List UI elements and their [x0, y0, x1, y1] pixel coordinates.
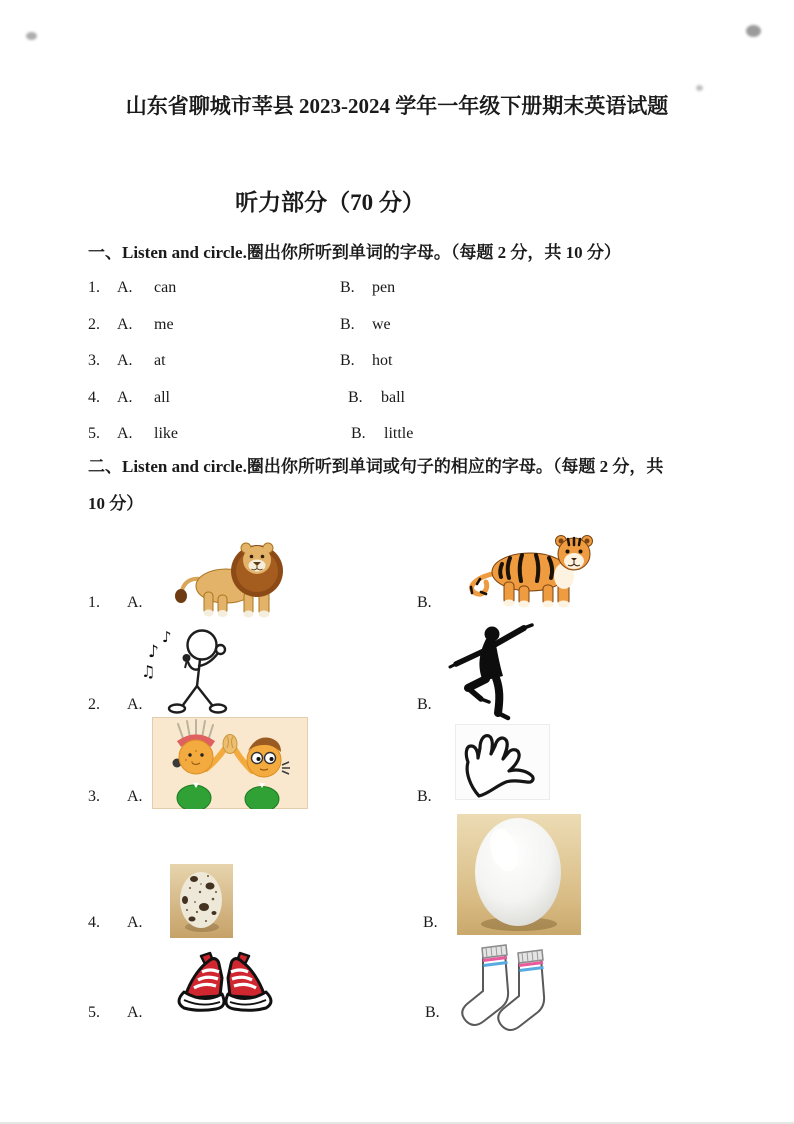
question-number: 1. [88, 594, 100, 611]
part2-heading-line1: 二、Listen and circle.圈出你所听到单词或句子的相应的字母。（每题 2 分，共 [88, 457, 664, 476]
lion-image [170, 534, 292, 618]
option-b-label: B. [423, 914, 438, 931]
white-egg-image [457, 814, 581, 935]
scan-artifact [26, 32, 37, 40]
option-a-word: all [154, 389, 170, 406]
open-hand-outline-image [455, 724, 550, 800]
option-a-label: A. [117, 389, 133, 406]
listening-section-heading: 听力部分（70 分） [235, 190, 425, 215]
option-b-label: B. [417, 594, 432, 611]
option-b-label: B. [425, 1004, 440, 1021]
scan-artifact [746, 25, 761, 37]
option-a-label: A. [127, 788, 143, 805]
quail-egg-image [170, 864, 233, 938]
tiger-image [458, 532, 600, 610]
part1-row [0, 279, 794, 301]
question-number: 3. [88, 788, 100, 805]
part2-heading-line2: 10 分） [88, 494, 144, 513]
part1-row [0, 316, 794, 338]
option-a-word: me [154, 316, 174, 333]
option-b-word: hot [372, 352, 393, 369]
option-a-label: A. [117, 425, 133, 442]
question-number: 5. [88, 425, 100, 442]
white-socks-image [456, 941, 554, 1036]
dancer-silhouette-image [448, 623, 543, 721]
option-a-label: A. [127, 696, 143, 713]
part1-row [0, 352, 794, 374]
question-number: 2. [88, 316, 100, 333]
option-b-word: ball [381, 389, 405, 406]
option-a-label: A. [127, 594, 143, 611]
option-b-label: B. [417, 788, 432, 805]
option-b-label: B. [340, 279, 355, 296]
option-b-label: B. [351, 425, 366, 442]
option-b-word: we [372, 316, 391, 333]
music-note-icon: ♫ [141, 662, 156, 681]
part1-heading: 一、Listen and circle.圈出你所听到单词的字母。（每题 2 分，共 10 分） [88, 243, 621, 262]
part1-row [0, 389, 794, 411]
option-b-word: pen [372, 279, 396, 296]
two-children-joining-hands-image [152, 717, 308, 809]
option-b-label: B. [417, 696, 432, 713]
option-a-label: A. [117, 316, 133, 333]
music-note-icon: ♪ [162, 628, 172, 646]
singing-stick-figure-image [140, 624, 245, 719]
option-a-label: A. [117, 352, 133, 369]
option-a-label: A. [117, 279, 133, 296]
question-number: 5. [88, 1004, 100, 1021]
option-b-word: little [384, 425, 414, 442]
option-b-label: B. [340, 316, 355, 333]
option-a-word: at [154, 352, 166, 369]
red-sneakers-image [172, 950, 278, 1014]
option-a-label: A. [127, 1004, 143, 1021]
music-note-icon: ♪ [148, 642, 159, 662]
question-number: 1. [88, 279, 100, 296]
part1-row [0, 425, 794, 447]
option-b-label: B. [348, 389, 363, 406]
question-number: 4. [88, 914, 100, 931]
option-b-label: B. [340, 352, 355, 369]
page-title: 山东省聊城市莘县 2023-2024 学年一年级下册期末英语试题 [125, 94, 669, 118]
question-number: 2. [88, 696, 100, 713]
option-a-word: like [154, 425, 178, 442]
question-number: 3. [88, 352, 100, 369]
option-a-label: A. [127, 914, 143, 931]
option-a-word: can [154, 279, 177, 296]
question-number: 4. [88, 389, 100, 406]
